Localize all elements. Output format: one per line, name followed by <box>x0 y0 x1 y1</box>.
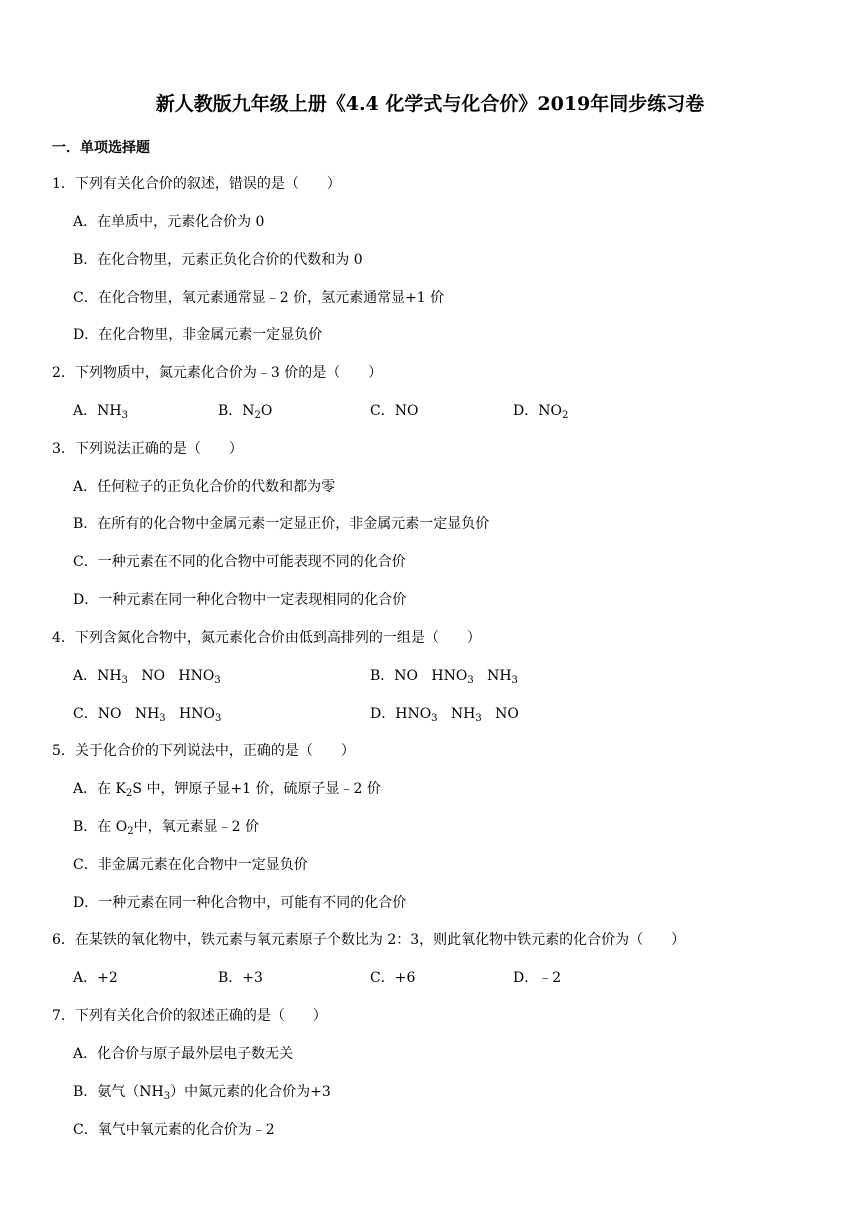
question-4-option-a <box>73 666 221 686</box>
formula-subscript: 3 <box>511 675 518 686</box>
formula-subscript: 3 <box>163 1091 171 1102</box>
formula-subscript: 2 <box>254 410 261 421</box>
formula: NH <box>97 668 122 684</box>
formula: N <box>242 403 255 419</box>
formula: NH <box>450 706 476 722</box>
option-text: D．一种元素在同一种化合物中，可能有不同的化合价 <box>73 895 407 911</box>
formula: HNO <box>395 706 432 722</box>
question-4-option-b <box>370 666 518 686</box>
formula-subscript: 2 <box>126 788 133 799</box>
question-7-option-c <box>73 1120 275 1140</box>
formula: NO <box>97 706 122 722</box>
option-letter: A． <box>73 668 98 684</box>
option-letter: D． <box>370 706 396 722</box>
question-1-stem: 1．下列有关化合价的叙述，错误的是（ ） <box>52 176 341 192</box>
question-2-stem: 2．下列物质中，氮元素化合价为﹣3 价的是（ ） <box>52 365 383 381</box>
formula-subscript: 3 <box>475 713 482 724</box>
question-6-option-b: B．+3 <box>218 970 263 986</box>
question-2-option-c <box>370 401 418 421</box>
formula-subscript: 3 <box>121 410 128 421</box>
question-5-option-a <box>73 779 381 799</box>
formula-subscript: 3 <box>214 713 222 724</box>
formula-subscript: 3 <box>121 675 128 686</box>
question-1-option-d: D．在化合物里，非金属元素一定显负价 <box>73 327 323 343</box>
question-1-option-c: C．在化合物里，氧元素通常显﹣2 价，氢元素通常显+1 价 <box>73 290 445 306</box>
formula: NO <box>495 706 519 722</box>
formula-subscript: 3 <box>159 713 166 724</box>
formula-subscript: 2 <box>127 826 134 837</box>
question-3-option-a: A．任何粒子的正负化合价的代数和都为零 <box>73 479 336 495</box>
option-letter: B． <box>218 403 243 419</box>
question-2-option-a <box>73 401 128 421</box>
formula: NO <box>141 668 166 684</box>
question-3-option-d: D．一种元素在同一种化合物中一定表现相同的化合价 <box>73 592 407 608</box>
formula: HNO <box>431 668 468 684</box>
option-text: B．氨气（NH <box>73 1084 164 1100</box>
option-letter: C． <box>73 706 98 722</box>
option-letter: D． <box>513 403 539 419</box>
question-2-option-d <box>513 401 568 421</box>
question-6-option-c: C．+6 <box>370 970 416 986</box>
formula: NH <box>487 668 512 684</box>
question-5-option-c <box>73 855 308 875</box>
question-3-option-b: B．在所有的化合物中金属元素一定显正价，非金属元素一定显负价 <box>73 516 490 532</box>
question-1-option-b: B．在化合物里，元素正负化合价的代数和为 0 <box>73 252 363 268</box>
formula: HNO <box>178 668 215 684</box>
question-7-option-a <box>73 1044 293 1064</box>
question-4-stem: 4．下列含氮化合物中，氮元素化合价由低到高排列的一组是（ ） <box>52 630 481 646</box>
option-text: A．在 K <box>73 781 127 797</box>
question-2-option-b <box>218 401 272 421</box>
question-1-option-a: A．在单质中，元素化合价为 0 <box>73 214 265 230</box>
option-text: B．在 O <box>73 819 128 835</box>
option-letter: A． <box>73 403 98 419</box>
question-6-option-d: D．﹣2 <box>513 970 562 986</box>
formula-subscript: 3 <box>214 675 221 686</box>
question-3-stem: 3．下列说法正确的是（ ） <box>52 441 243 457</box>
formula-subscript: 2 <box>561 410 569 421</box>
formula-tail: O <box>260 403 273 419</box>
section-heading: 一．单项选择题 <box>52 140 150 156</box>
option-letter: C． <box>370 403 395 419</box>
formula: HNO <box>179 706 215 722</box>
formula: NO <box>538 403 562 419</box>
option-text-tail: 中，氧元素显﹣2 价 <box>133 819 259 835</box>
option-text: A．化合价与原子最外层电子数无关 <box>73 1046 294 1062</box>
option-text: C．非金属元素在化合物中一定显负价 <box>73 857 308 873</box>
question-6-option-a: A．+2 <box>73 970 118 986</box>
page-title: 新人教版九年级上册《4.4 化学式与化合价》2019年同步练习卷 <box>155 93 705 115</box>
question-7-stem: 7．下列有关化合价的叙述正确的是（ ） <box>52 1008 327 1024</box>
question-3-option-c: C．一种元素在不同的化合物中可能表现不同的化合价 <box>73 554 406 570</box>
formula-subscript: 3 <box>467 675 474 686</box>
option-text-tail: ）中氮元素的化合价为+3 <box>170 1084 331 1100</box>
question-5-option-d <box>73 893 406 913</box>
question-5-option-b <box>73 817 259 837</box>
formula: NH <box>97 403 122 419</box>
question-4-option-d <box>370 704 519 724</box>
question-6-stem: 6．在某铁的氧化物中，铁元素与氧元素原子个数比为 2：3，则此氧化物中铁元素的化合价为（ ） <box>52 932 686 948</box>
formula: NO <box>394 403 419 419</box>
option-letter: B． <box>370 668 395 684</box>
question-5-stem: 5．关于化合价的下列说法中，正确的是（ ） <box>52 743 355 759</box>
formula: NO <box>394 668 419 684</box>
formula-subscript: 3 <box>431 713 438 724</box>
question-7-option-b <box>73 1082 331 1102</box>
formula: NH <box>134 706 160 722</box>
option-text-tail: S 中，钾原子显+1 价，硫原子显﹣2 价 <box>132 781 381 797</box>
option-text: C．氧气中氧元素的化合价为﹣2 <box>73 1122 275 1138</box>
question-4-option-c <box>73 704 221 724</box>
